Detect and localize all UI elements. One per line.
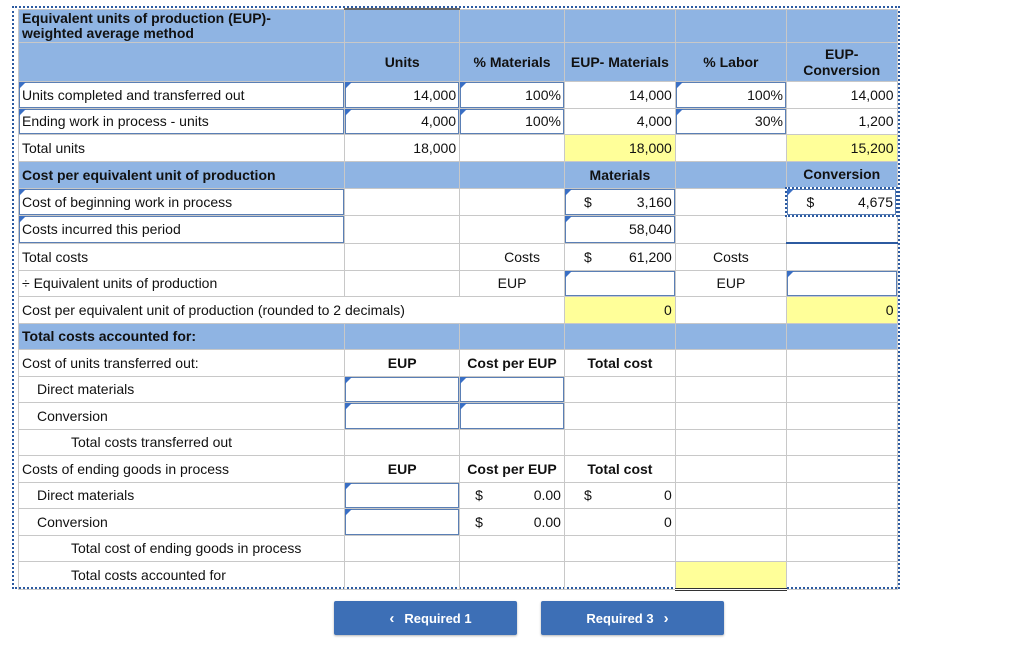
incurred-materials-cost[interactable]: 58,040: [564, 216, 675, 244]
completed-eup-materials: 14,000: [564, 82, 675, 109]
ending-dm-label: Direct materials: [19, 482, 345, 509]
transferred-dm-label: Direct materials: [19, 376, 345, 403]
transferred-total-label: Total costs transferred out: [19, 429, 345, 456]
transferred-conv-label: Conversion: [19, 403, 345, 430]
ending-units[interactable]: 4,000: [345, 108, 460, 135]
cost-header-conversion: Conversion: [786, 161, 897, 188]
header-pct-labor: % Labor: [675, 43, 786, 82]
eup-tag: EUP: [460, 270, 565, 297]
ending-conv-eup[interactable]: [345, 509, 460, 536]
ending-conv-total: 0: [564, 509, 675, 536]
required-1-label: Required 1: [404, 610, 472, 626]
header-units: Units: [345, 43, 460, 82]
completed-pct-materials[interactable]: 100%: [460, 82, 565, 109]
header-eup-materials: EUP- Materials: [564, 43, 675, 82]
accounted-heading: Total costs accounted for:: [19, 323, 345, 350]
eup-tag-2: EUP: [675, 270, 786, 297]
ending-conv-cpe: $ 0.00: [460, 509, 565, 536]
completed-units[interactable]: 14,000: [345, 82, 460, 109]
row-incurred-label[interactable]: Costs incurred this period: [19, 216, 345, 244]
total-eup-conversion: 15,200: [786, 135, 897, 162]
eup-materials-input[interactable]: [564, 270, 675, 297]
required-3-button[interactable]: [541, 601, 724, 635]
transferred-cpe-header: Cost per EUP: [460, 350, 565, 377]
ending-pct-labor[interactable]: 30%: [675, 108, 786, 135]
ending-conv-label: Conversion: [19, 509, 345, 536]
total-eup-materials: 18,000: [564, 135, 675, 162]
ending-cpe-header: Cost per EUP: [460, 456, 565, 483]
total-accounted-label: Total costs accounted for: [19, 562, 345, 590]
row-ending-label[interactable]: Ending work in process - units: [19, 108, 345, 135]
ending-total-label: Total cost of ending goods in process: [19, 535, 345, 562]
row-total-costs-label: Total costs: [19, 243, 345, 270]
eup-worksheet: [12, 6, 900, 589]
ending-dm-total: $ 0: [564, 482, 675, 509]
cpe-conversion: 0: [786, 297, 897, 324]
ending-eup-materials: 4,000: [564, 108, 675, 135]
beginning-conversion-cost[interactable]: $ 4,675: [786, 188, 897, 216]
total-materials-cost: $ 61,200: [564, 243, 675, 270]
incurred-conversion-cost[interactable]: [786, 216, 897, 244]
transferred-eup-header: EUP: [345, 350, 460, 377]
required-1-button[interactable]: [334, 601, 517, 635]
transferred-conv-eup[interactable]: [345, 403, 460, 430]
transferred-conv-cpe[interactable]: [460, 403, 565, 430]
ending-eup-header: EUP: [345, 456, 460, 483]
row-completed-label[interactable]: Units completed and transferred out: [19, 82, 345, 109]
table-title: Equivalent units of production (EUP)- weighted average method: [19, 9, 345, 43]
transferred-dm-eup[interactable]: [345, 376, 460, 403]
total-costs-tag: Costs: [460, 243, 565, 270]
completed-pct-labor[interactable]: 100%: [675, 82, 786, 109]
row-eup-label: ÷ Equivalent units of production: [19, 270, 345, 297]
ending-total-header: Total cost: [564, 456, 675, 483]
header-eup-conversion: EUP- Conversion: [786, 43, 897, 82]
transferred-dm-cpe[interactable]: [460, 376, 565, 403]
transferred-heading: Cost of units transferred out:: [19, 350, 345, 377]
total-accounted-value: [675, 562, 786, 590]
cpe-materials: 0: [564, 297, 675, 324]
chevron-left-icon: ‹: [389, 609, 395, 627]
cost-header-materials: Materials: [564, 161, 675, 188]
beginning-materials-cost[interactable]: $ 3,160: [564, 188, 675, 216]
eup-table: [18, 8, 898, 591]
required-3-label: Required 3: [586, 610, 654, 626]
total-costs-tag-2: Costs: [675, 243, 786, 270]
ending-dm-eup[interactable]: [345, 482, 460, 509]
transferred-total-header: Total cost: [564, 350, 675, 377]
header-pct-materials: % Materials: [460, 43, 565, 82]
eup-conversion-input[interactable]: [786, 270, 897, 297]
ending-goods-heading: Costs of ending goods in process: [19, 456, 345, 483]
ending-eup-conversion: 1,200: [786, 108, 897, 135]
total-units: 18,000: [345, 135, 460, 162]
ending-pct-materials[interactable]: 100%: [460, 108, 565, 135]
row-beginning-label[interactable]: Cost of beginning work in process: [19, 188, 345, 216]
completed-eup-conversion: 14,000: [786, 82, 897, 109]
row-total-units-label: Total units: [19, 135, 345, 162]
ending-dm-cpe: $ 0.00: [460, 482, 565, 509]
cost-section-heading: Cost per equivalent unit of production: [19, 161, 345, 188]
chevron-right-icon: ›: [663, 609, 669, 627]
row-cpe-label: Cost per equivalent unit of production (rounded to 2 decimals): [19, 297, 565, 324]
